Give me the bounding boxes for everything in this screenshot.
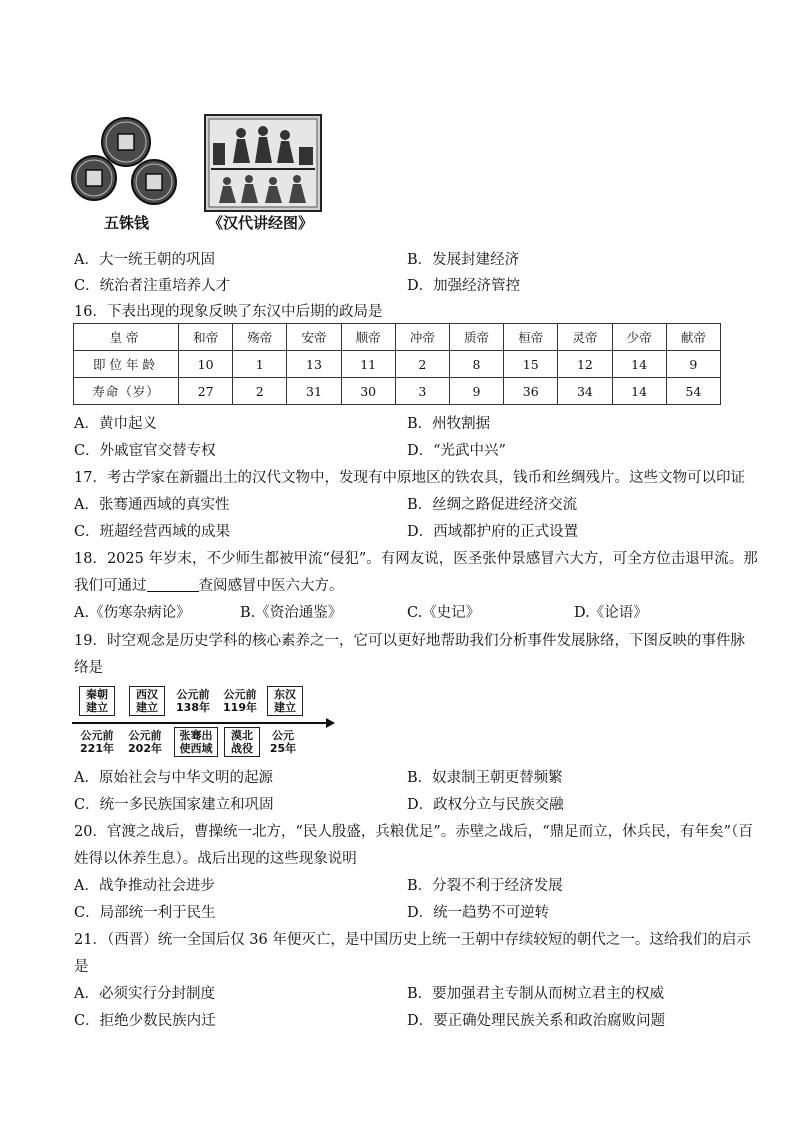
timeline-label-221bc: 公元前221年	[80, 729, 114, 755]
table-cell: 15	[504, 351, 558, 378]
wuzhu-coins-image	[70, 112, 186, 210]
q15-option-c[interactable]: C．统治者注重培养人才	[74, 278, 231, 294]
timeline-label-138bc: 公元前138年	[176, 688, 210, 714]
q18-stem-line2	[74, 574, 344, 595]
q15-option-b[interactable]: B．发展封建经济	[407, 252, 520, 268]
q16-option-a[interactable]: A．黄巾起义	[74, 416, 157, 432]
q20-option-a[interactable]: A．战争推动社会进步	[74, 878, 215, 894]
q21-option-c[interactable]: C．拒绝少数民族内迁	[74, 1013, 216, 1029]
q17-option-d[interactable]: D．西域都护府的正式设置	[407, 524, 579, 540]
q19-option-a[interactable]: A．原始社会与中华文明的起源	[74, 770, 273, 786]
q20-stem-line1: 20．官渡之战后，曹操统一北方，“民人殷盛，兵粮优足”。赤壁之战后，“鼎足而立，休兵民，有年矣”（百	[74, 824, 753, 840]
table-cell: 11	[341, 351, 395, 378]
q19-option-b[interactable]: B．奴隶制王朝更替频繁	[407, 770, 563, 786]
emperor-name: 灵帝	[558, 324, 612, 351]
table-row-ages	[74, 351, 721, 378]
table-cell: 13	[287, 351, 341, 378]
q18-option-b[interactable]: B.《资治通鉴》	[240, 605, 343, 621]
q17-stem: 17．考古学家在新疆出土的汉代文物中，发现有中原地区的铁农具，钱币和丝绸残片。这些文物可以印证	[74, 470, 745, 486]
q17-option-a[interactable]: A．张骞通西域的真实性	[74, 497, 230, 513]
q18-option-d[interactable]: D.《论语》	[574, 605, 648, 621]
q18-option-c[interactable]: C.《史记》	[407, 605, 481, 621]
table-cell: 34	[558, 378, 612, 405]
emperor-name: 和帝	[179, 324, 233, 351]
q16-option-c[interactable]: C．外戚宦官交替专权	[74, 443, 216, 459]
emperor-name: 桓帝	[504, 324, 558, 351]
table-cell: 27	[179, 378, 233, 405]
table-cell: 31	[287, 378, 341, 405]
timeline-box-qin: 秦朝建立	[79, 686, 115, 716]
table-cell: 10	[179, 351, 233, 378]
q21-option-a[interactable]: A．必须实行分封制度	[74, 986, 215, 1002]
table-cell: 36	[504, 378, 558, 405]
q20-option-c[interactable]: C．局部统一利于民生	[74, 905, 216, 921]
q15-option-a[interactable]: A．大一统王朝的巩固	[74, 252, 215, 268]
emperor-name: 献帝	[666, 324, 720, 351]
emperor-name: 安帝	[287, 324, 341, 351]
q19-option-d[interactable]: D．政权分立与民族交融	[407, 797, 564, 813]
q21-stem-line1: 21．（西晋）统一全国后仅 36 年便灭亡，是中国历史上统一王朝中存续较短的朝代之一。这给我们的启示	[74, 932, 751, 948]
table-cell: 2	[233, 378, 287, 405]
table-cell: 14	[612, 378, 666, 405]
q18-stem-part1: 我们可通过	[74, 578, 147, 594]
emperor-name: 质帝	[449, 324, 503, 351]
emperor-name: 少帝	[612, 324, 666, 351]
timeline-box-mobei: 漠北战役	[224, 727, 260, 757]
q21-option-d[interactable]: D．要正确处理民族关系和政治腐败问题	[407, 1013, 666, 1029]
han-lecture-relief-image	[203, 113, 323, 213]
table-cell: 12	[558, 351, 612, 378]
coins-caption: 五铢钱	[104, 214, 150, 232]
q20-option-b[interactable]: B．分裂不利于经济发展	[407, 878, 563, 894]
q20-option-d[interactable]: D．统一趋势不可逆转	[407, 905, 550, 921]
timeline-box-west-han: 西汉建立	[129, 686, 165, 716]
q19-option-c[interactable]: C．统一多民族国家建立和巩固	[74, 797, 274, 813]
q19-stem-line2: 络是	[74, 660, 103, 676]
q21-stem-line2: 是	[74, 959, 89, 975]
emperor-reign-table	[73, 323, 721, 405]
timeline-label-25ad: 公元25年	[269, 729, 297, 755]
timeline-label-119bc: 公元前119年	[223, 688, 257, 714]
timeline-box-east-han: 东汉建立	[267, 686, 303, 716]
q16-option-b[interactable]: B．州牧割据	[407, 416, 491, 432]
q17-option-b[interactable]: B．丝绸之路促进经济交流	[407, 497, 578, 513]
row-header: 寿命（岁）	[74, 378, 179, 405]
q18-stem-line1: 18．2025 年岁末，不少师生都被甲流“侵犯”。有网友说，医圣张仲景感冒六大方，可全方位击退甲流。那	[74, 551, 758, 567]
q20-stem-line2: 姓得以休养生息）。战后出现的这些现象说明	[74, 851, 357, 867]
q21-option-b[interactable]: B．要加强君主专制从而树立君主的权威	[407, 986, 665, 1002]
emperor-name: 殇帝	[233, 324, 287, 351]
emperor-name: 冲帝	[395, 324, 449, 351]
table-row-emperors	[74, 324, 721, 351]
table-cell: 54	[666, 378, 720, 405]
q18-stem-part2: 查阅感冒中医六大方。	[198, 578, 344, 594]
q17-option-c[interactable]: C．班超经营西域的成果	[74, 524, 231, 540]
table-cell: 1	[233, 351, 287, 378]
q15-option-d[interactable]: D．加强经济管控	[407, 278, 521, 294]
table-cell: 30	[341, 378, 395, 405]
table-cell: 14	[612, 351, 666, 378]
q16-option-d[interactable]: D．“光武中兴”	[407, 443, 506, 459]
table-row-lifespans	[74, 378, 721, 405]
table-cell: 9	[449, 378, 503, 405]
q18-option-a[interactable]: A.《伤寒杂病论》	[74, 605, 191, 621]
q16-stem: 16．下表出现的现象反映了东汉中后期的政局是	[74, 304, 383, 320]
timeline-label-202bc: 公元前202年	[128, 729, 162, 755]
timeline-box-zhang-qian: 张骞出使西域	[174, 727, 218, 757]
q19-stem-line1: 19．时空观念是历史学科的核心素养之一，它可以更好地帮助我们分析事件发展脉络，下图反映的事件脉	[74, 633, 745, 649]
table-cell: 3	[395, 378, 449, 405]
table-cell: 2	[395, 351, 449, 378]
answer-blank	[147, 577, 199, 592]
relief-caption: 《汉代讲经图》	[208, 214, 314, 232]
emperor-name: 顺帝	[341, 324, 395, 351]
table-cell: 8	[449, 351, 503, 378]
row-header: 即位年龄	[74, 351, 179, 378]
table-cell: 9	[666, 351, 720, 378]
row-header: 皇帝	[74, 324, 179, 351]
